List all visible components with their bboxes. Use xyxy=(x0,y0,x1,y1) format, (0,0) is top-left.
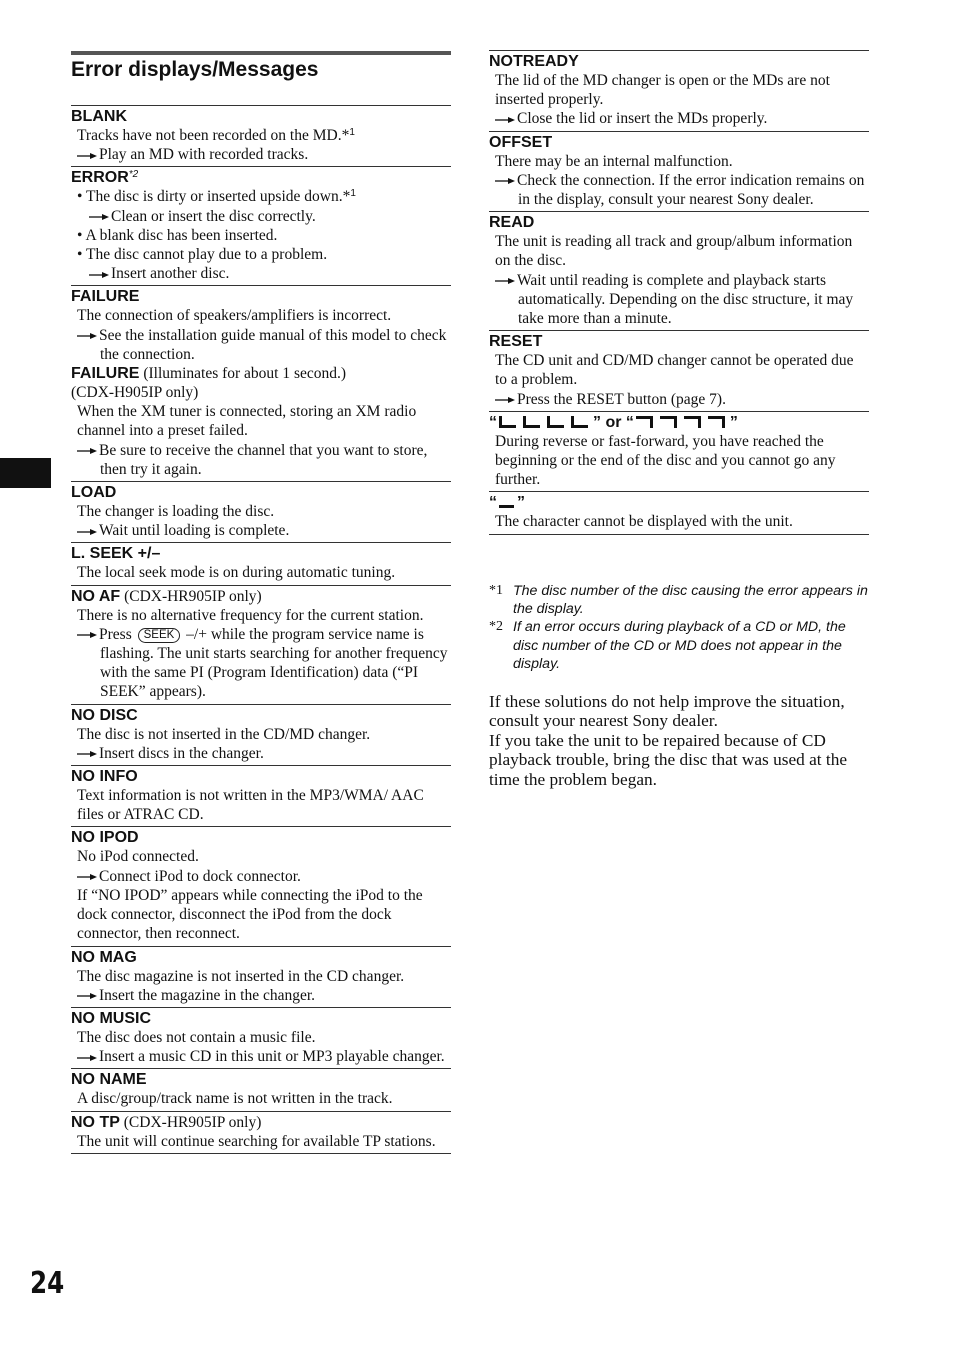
segment-down-icon xyxy=(682,413,706,431)
remedy-text: Wait until loading is complete. xyxy=(99,522,290,540)
closing-text-line: If these solutions do not help improve the situation, consult your nearest Sony dealer. xyxy=(489,692,845,731)
description-text: During reverse or fast-forward, you have reached the beginning or the end of the disc and you cannot go any further. xyxy=(495,432,836,489)
arrow-icon xyxy=(77,441,99,460)
message-entry xyxy=(489,330,869,411)
message-code-text: NO MUSIC xyxy=(71,1009,151,1027)
message-code xyxy=(71,107,451,126)
description-text: The unit will continue searching for available TP stations. xyxy=(77,1132,436,1150)
description-text: There may be an internal malfunction. xyxy=(495,152,733,170)
message-code: “ ” or “ ” xyxy=(489,413,738,431)
footnotes xyxy=(489,582,869,673)
description xyxy=(71,563,451,582)
segment-down-icon xyxy=(658,413,682,431)
right-entries xyxy=(489,50,869,535)
message-code-text: FAILURE xyxy=(71,288,140,306)
model-note: (Illuminates for about 1 second.) xyxy=(139,365,347,383)
message-code: “ ” xyxy=(489,494,525,512)
description-text: A disc/group/track name is not written in the track. xyxy=(77,1090,393,1108)
remedy-text: Play an MD with recorded tracks. xyxy=(99,146,309,164)
left-entries xyxy=(71,105,451,1154)
description-text: The connection of speakers/amplifiers is incorrect. xyxy=(77,307,392,325)
description-text: The unit is reading all track and group/album information on the disc. xyxy=(495,233,853,270)
footnote xyxy=(489,582,869,618)
message-code xyxy=(71,828,451,847)
remedy xyxy=(489,390,869,409)
closing-text-line: If you take the unit to be repaired because of CD playback trouble, bring the disc that was used at the time the problem began. xyxy=(489,730,848,789)
remedy-text: Insert another disc. xyxy=(111,265,230,283)
message-code xyxy=(71,544,451,563)
remedy xyxy=(71,207,451,226)
message-code xyxy=(71,706,451,725)
arrow-icon xyxy=(77,625,99,644)
description xyxy=(71,786,451,824)
message-entry xyxy=(71,946,451,1007)
section-rule xyxy=(71,51,451,55)
message-code-text: NO DISC xyxy=(71,706,138,724)
remedy-text: Be sure to receive the channel that you want to store, then try it again. xyxy=(99,441,428,478)
bullet-item: • The disc cannot play due to a problem. xyxy=(77,246,328,264)
remedy-text: Check the connection. If the error indication remains on in the display, consult your nearest Sony dealer. xyxy=(517,171,865,209)
message-entry xyxy=(71,1007,451,1068)
segment-up-icon xyxy=(521,413,545,431)
description-text: The local seek mode is on during automatic tuning. xyxy=(77,564,396,582)
message-code-text: NO IPOD xyxy=(71,829,139,847)
arrow-icon xyxy=(89,264,111,283)
model-note: (CDX-HR905IP only) xyxy=(120,587,262,605)
bullet-text: A blank disc has been inserted. xyxy=(85,226,278,244)
remedy xyxy=(71,264,451,283)
message-entry xyxy=(71,1068,451,1110)
description xyxy=(71,1132,451,1151)
description-text: The disc magazine is not inserted in the CD changer. xyxy=(77,967,405,985)
arrow-icon xyxy=(77,867,99,886)
message-code-text: NO NAME xyxy=(71,1071,147,1089)
remedy-text: Insert discs in the changer. xyxy=(99,744,264,762)
model-note-line xyxy=(71,383,451,402)
closing-text xyxy=(489,692,869,789)
description xyxy=(71,606,451,625)
message-entry xyxy=(71,542,451,584)
description xyxy=(71,1089,451,1108)
footnote-text: If an error occurs during playback of a CD or MD, the disc number of the CD or MD does not appear in the display. xyxy=(513,619,846,672)
description-text: When the XM tuner is connected, storing an XM radio channel into a preset failed. xyxy=(77,403,417,440)
message-code xyxy=(71,948,451,967)
sub-heading xyxy=(71,364,451,383)
description-text: No iPod connected. xyxy=(77,848,199,866)
segment-up-icon xyxy=(569,413,593,431)
closing-paragraph xyxy=(489,731,869,789)
segment-up-icon xyxy=(497,413,521,431)
message-code xyxy=(71,767,451,786)
remedy xyxy=(71,326,451,364)
description xyxy=(71,402,451,440)
description-text: The lid of the MD changer is open or the MDs are not inserted properly. xyxy=(495,72,830,109)
message-entry xyxy=(489,411,869,492)
message-code xyxy=(489,133,869,152)
model-note: (CDX-HR905IP only) xyxy=(119,1113,262,1131)
message-code-text: FAILURE xyxy=(71,365,140,383)
remedy-text: Press the RESET button (page 7). xyxy=(517,390,726,408)
message-entry xyxy=(489,50,869,131)
description xyxy=(489,152,869,171)
remedy-text: Connect iPod to dock connector. xyxy=(99,867,301,885)
segment-down-icon xyxy=(634,413,658,431)
remedy-text: Clean or insert the disc correctly. xyxy=(111,207,316,225)
message-code xyxy=(71,287,451,306)
remedy xyxy=(71,744,451,763)
description-text: The disc is not inserted in the CD/MD changer. xyxy=(77,725,371,743)
remedy-text: See the installation guide manual of this model to check the connection. xyxy=(99,326,447,363)
arrow-icon xyxy=(77,326,99,345)
message-entry xyxy=(71,166,451,285)
bullet-text: The disc cannot play due to a problem. xyxy=(86,246,328,264)
remedy xyxy=(489,271,869,329)
description xyxy=(489,71,869,109)
arrow-icon xyxy=(89,207,111,226)
message-code-text: NOTREADY xyxy=(489,53,579,70)
description xyxy=(71,847,451,866)
message-code-text: NO TP xyxy=(71,1113,120,1131)
description xyxy=(71,967,451,986)
message-entry xyxy=(489,211,869,330)
message-code xyxy=(489,213,869,232)
footnote-ref: 1 xyxy=(350,188,356,200)
seek-button-icon: SEEK xyxy=(138,628,181,643)
description xyxy=(71,306,451,325)
message-code-text: ERROR xyxy=(71,169,129,187)
arrow-icon xyxy=(77,744,99,763)
message-code xyxy=(71,1070,451,1089)
remedy xyxy=(71,441,451,479)
message-code-text: NO INFO xyxy=(71,768,138,786)
remedy xyxy=(71,1047,451,1066)
remedy xyxy=(71,625,451,702)
message-entry xyxy=(71,765,451,826)
description xyxy=(489,432,869,490)
message-entry xyxy=(71,285,451,481)
message-code xyxy=(489,332,869,351)
description xyxy=(71,502,451,521)
section-title: Error displays/Messages xyxy=(71,58,319,81)
footnote-mark: *1 xyxy=(489,583,503,598)
footnote-ref: 1 xyxy=(349,127,355,138)
arrow-icon xyxy=(77,1047,99,1066)
message-code-text: RESET xyxy=(489,333,543,351)
bullet-item: • A blank disc has been inserted. xyxy=(77,226,278,244)
description xyxy=(489,351,869,389)
arrow-icon xyxy=(495,271,517,290)
message-entry xyxy=(71,481,451,542)
bullet-text: The disc is dirty or inserted upside down.* xyxy=(86,188,351,206)
remedy-text: Close the lid or insert the MDs properly. xyxy=(517,110,768,128)
segment-down-icon xyxy=(706,413,730,431)
or-word: or xyxy=(605,413,622,431)
remedy xyxy=(71,986,451,1005)
description-text: If “NO IPOD” appears while connecting the iPod to the dock connector, disconnect the iPod from the dock connector, then reconnect. xyxy=(77,886,423,943)
remedy xyxy=(71,521,451,540)
remedy xyxy=(489,109,869,128)
message-code-text: NO MAG xyxy=(71,948,137,966)
arrow-icon xyxy=(77,521,99,540)
description-text: There is no alternative frequency for the current station. xyxy=(77,606,424,624)
description-text: Text information is not written in the MP3/WMA/ AAC files or ATRAC CD. xyxy=(77,787,424,824)
message-code xyxy=(71,1113,451,1132)
description xyxy=(489,512,869,531)
message-code-text: L. SEEK +/– xyxy=(71,545,161,563)
message-code-text: BLANK xyxy=(71,108,127,125)
description xyxy=(489,232,869,270)
arrow-icon xyxy=(495,171,517,190)
remedy-text: Insert the magazine in the changer. xyxy=(99,986,316,1004)
message-entry xyxy=(71,105,451,166)
message-code-text: OFFSET xyxy=(489,133,553,151)
message-entry xyxy=(71,826,451,945)
description-text: Tracks have not been recorded on the MD.* xyxy=(77,127,350,144)
footnote xyxy=(489,618,869,673)
arrow-icon xyxy=(495,390,517,409)
description-text: The disc does not contain a music file. xyxy=(77,1028,316,1046)
remedy xyxy=(71,145,451,164)
message-code xyxy=(489,52,869,71)
side-tab-marker xyxy=(0,458,51,488)
footnote-text: The disc number of the disc causing the error appears in the display. xyxy=(513,583,868,618)
message-code xyxy=(71,168,451,187)
description-text: The CD unit and CD/MD changer cannot be operated due to a problem. xyxy=(495,352,854,389)
page-number: 24 xyxy=(30,1266,65,1301)
segment-up-icon xyxy=(545,413,569,431)
message-code-text: NO AF xyxy=(71,587,121,605)
message-entry xyxy=(71,1111,451,1154)
arrow-icon xyxy=(77,986,99,1005)
message-code xyxy=(71,1009,451,1028)
description xyxy=(71,1028,451,1047)
remedy xyxy=(489,171,869,209)
bullet-item: • The disc is dirty or inserted upside down.*$^1$ xyxy=(77,188,356,206)
message-entry xyxy=(71,704,451,765)
remedy xyxy=(71,867,451,886)
description xyxy=(71,725,451,744)
arrow-icon xyxy=(77,145,99,164)
footnote-ref: *2 xyxy=(128,169,139,181)
description xyxy=(71,886,451,944)
message-code xyxy=(71,483,451,502)
message-code xyxy=(71,587,451,606)
remedy-text: Insert a music CD in this unit or MP3 playable changer. xyxy=(99,1048,445,1066)
message-entry xyxy=(71,585,451,704)
remedy-text: –/+ while the program service name is flashing. The unit starts searching for another frequency with the same PI (Program Identification) data (“PI SEEK” appears). xyxy=(100,625,448,701)
description xyxy=(71,126,451,145)
description-text: The changer is loading the disc. xyxy=(77,503,275,521)
arrow-icon xyxy=(495,109,517,128)
model-note-text: (CDX-H905IP only) xyxy=(71,384,199,402)
remedy-text: Wait until reading is complete and playback starts automatically. Depending on the disc structure, it may take more than a minute. xyxy=(517,271,854,328)
message-entry xyxy=(489,131,869,212)
message-entry xyxy=(489,491,869,534)
footnote-mark: *2 xyxy=(489,619,503,635)
message-code-text: LOAD xyxy=(71,484,117,502)
underscore-segment-icon xyxy=(497,493,517,511)
remedy-text: Press xyxy=(99,625,136,643)
description-text: The character cannot be displayed with the unit. xyxy=(495,513,793,531)
message-code-text: READ xyxy=(489,214,535,232)
closing-paragraph xyxy=(489,692,869,731)
